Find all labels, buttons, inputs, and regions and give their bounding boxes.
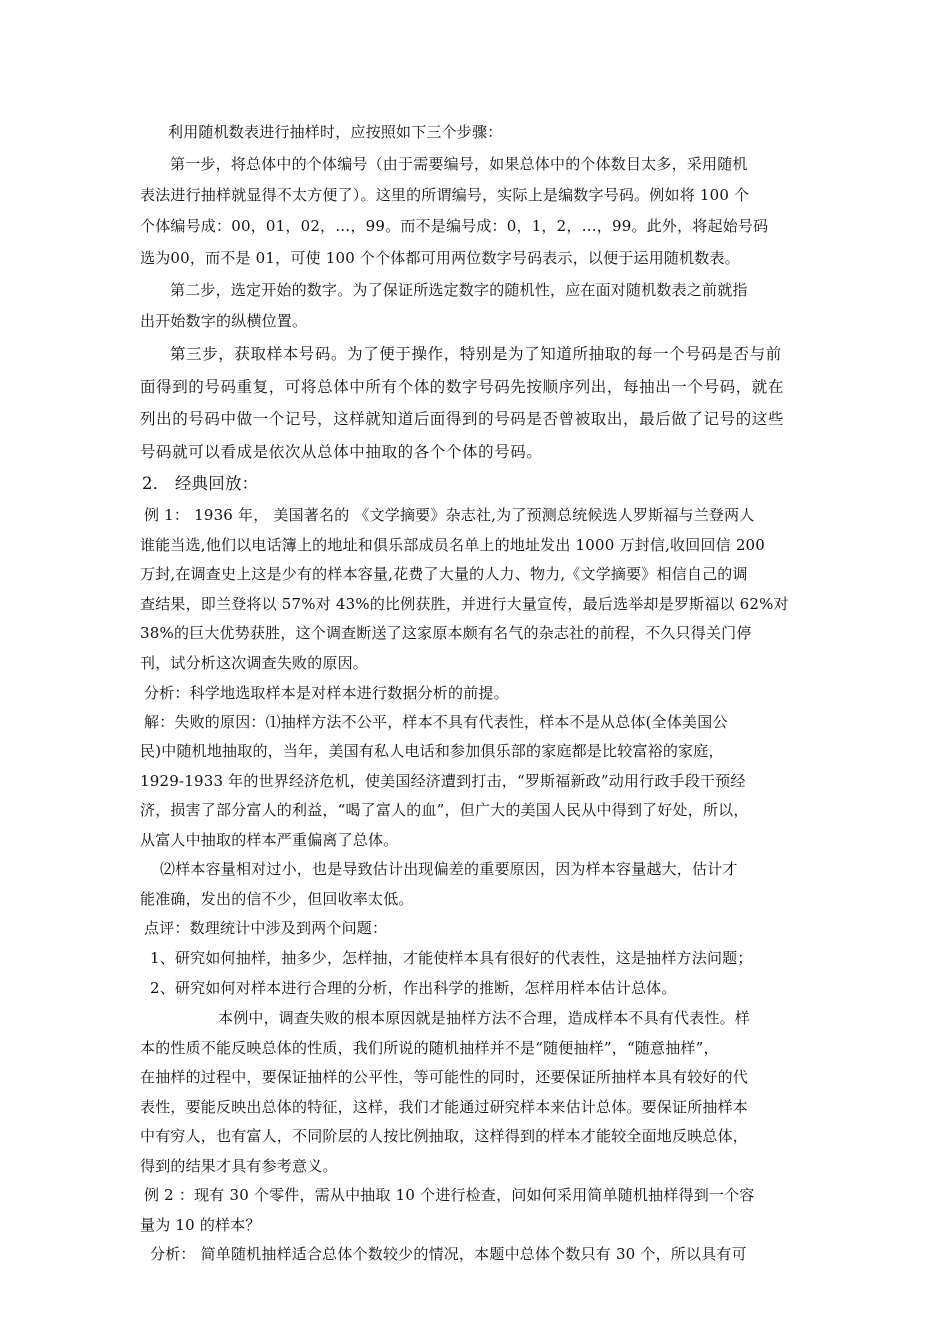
intro-line-6: 第二步，选定开始的数字。为了保证所选定数字的随机性，应在面对随机数表之前就指 bbox=[170, 281, 748, 299]
comment-line-2: 本的性质不能反映总体的性质，我们所说的随机抽样并不是“随便抽样”，“随意抽样”， bbox=[140, 1039, 719, 1057]
intro-line-1: 利用随机数表进行抽样时，应按照如下三个步骤： bbox=[168, 123, 503, 141]
comment-line-1: 本例中，调查失败的根本原因就是抽样方法不合理，造成样本不具有代表性。样 bbox=[218, 1009, 751, 1027]
comment-line-5: 中有穷人，也有富人，不同阶层的人按比例抽取，这样得到的样本才能较全面地反映总体， bbox=[140, 1127, 749, 1145]
solution-line-6: ⑵样本容量相对过小，也是导致估计出现偏差的重要原因，因为样本容量越大，估计才 bbox=[160, 860, 738, 878]
example1-line-1: 例 1： 1936 年， 美国著名的 《文学摘要》杂志社,为了预测总统候选人罗斯福与兰登两人 bbox=[144, 506, 755, 524]
solution-line-7: 能准确，发出的信不少，但回收率太低。 bbox=[140, 890, 414, 908]
intro-line-11: 号码就可以看成是依次从总体中抽取的各个个体的号码。 bbox=[140, 443, 543, 461]
solution-line-4: 济，损害了部分富人的利益，“喝了富人的血”，但广大的美国人民从中得到了好处，所以， bbox=[140, 801, 749, 819]
comment-point-1: 1、研究如何抽样，抽多少，怎样抽，才能使样本具有很好的代表性，这是抽样方法问题； bbox=[150, 949, 753, 967]
solution-line-2: 民)中随机地抽取的，当年，美国有私人电话和参加俱乐部的家庭都是比较富裕的家庭， bbox=[140, 742, 724, 760]
example1-line-5: 38%的巨大优势获胜，这个调查断送了这家原本颇有名气的杂志社的前程，不久只得关门停 bbox=[140, 624, 752, 642]
intro-line-5: 选为00，而不是 01，可使 100 个个体都可用两位数字号码表示，以便于运用随机数表。 bbox=[140, 249, 740, 267]
intro-line-2: 第一步，将总体中的个体编号（由于需要编号，如果总体中的个体数目太多，采用随机 bbox=[170, 155, 748, 173]
intro-line-7: 出开始数字的纵横位置。 bbox=[140, 312, 308, 330]
example1-line-3: 万封,在调查史上这是少有的样本容量,花费了大量的人力、物力,《文学摘要》相信自己的调 bbox=[140, 565, 748, 583]
example1-line-6: 刊，试分析这次调查失败的原因。 bbox=[140, 654, 369, 672]
example2-line-2: 量为 10 的样本？ bbox=[140, 1216, 261, 1234]
example2-line-1: 例 2 ：现有 30 个零件，需从中抽取 10 个进行检查，问如何采用简单随机抽样得到一个容 bbox=[144, 1186, 755, 1204]
comment-heading: 点评：数理统计中涉及到两个问题： bbox=[144, 919, 388, 937]
comment-line-4: 表性，要能反映出总体的特征，这样，我们才能通过研究样本来估计总体。要保证所抽样本 bbox=[140, 1098, 749, 1116]
example1-line-4: 查结果，即兰登将以 57%对 43%的比例获胜，并进行大量宣传，最后选举却是罗斯福以 62%对 bbox=[140, 595, 789, 613]
intro-line-3: 表法进行抽样就显得不太方便了）。这里的所谓编号，实际上是编数字号码。例如将 100 个 bbox=[140, 186, 750, 204]
analysis-1: 分析：科学地选取样本是对样本进行数据分析的前提。 bbox=[144, 684, 509, 702]
solution-line-3: 1929-1933 年的世界经济危机，使美国经济遭到打击，“罗斯福新政”动用行政手段干预经 bbox=[140, 772, 746, 790]
comment-point-2: 2、研究如何对样本进行合理的分析，作出科学的推断，怎样用样本估计总体。 bbox=[150, 979, 677, 997]
analysis-2: 分析： 简单随机抽样适合总体个数较少的情况，本题中总体个数只有 30 个，所以具有可 bbox=[150, 1245, 747, 1263]
intro-line-8: 第三步，获取样本号码。为了便于操作，特别是为了知道所抽取的每一个号码是否与前 bbox=[170, 345, 782, 363]
section-heading: 2． 经典回放： bbox=[142, 474, 259, 493]
comment-line-6: 得到的结果才具有参考意义。 bbox=[140, 1157, 338, 1175]
comment-line-3: 在抽样的过程中，要保证抽样的公平性，等可能性的同时，还要保证所抽样本具有较好的代 bbox=[140, 1068, 749, 1086]
solution-line-1: 解：失败的原因：⑴抽样方法不公平，样本不具有代表性，样本不是从总体(全体美国公 bbox=[144, 713, 728, 731]
intro-line-9: 面得到的号码重复，可将总体中所有个体的数字号码先按顺序列出，每抽出一个号码，就在 bbox=[140, 378, 785, 396]
intro-line-4: 个体编号成：00，01，02，…，99。而不是编号成：0，1，2，…，99。此外，将起始号码 bbox=[140, 217, 769, 235]
intro-line-10: 列出的号码中做一个记号，这样就知道后面得到的号码是否曾被取出，最后做了记号的这些 bbox=[140, 410, 785, 428]
example1-line-2: 谁能当选,他们以电话簿上的地址和俱乐部成员名单上的地址发出 1000 万封信,收回回信 200 bbox=[140, 536, 766, 554]
solution-line-5: 从富人中抽取的样本严重偏离了总体。 bbox=[140, 831, 399, 849]
